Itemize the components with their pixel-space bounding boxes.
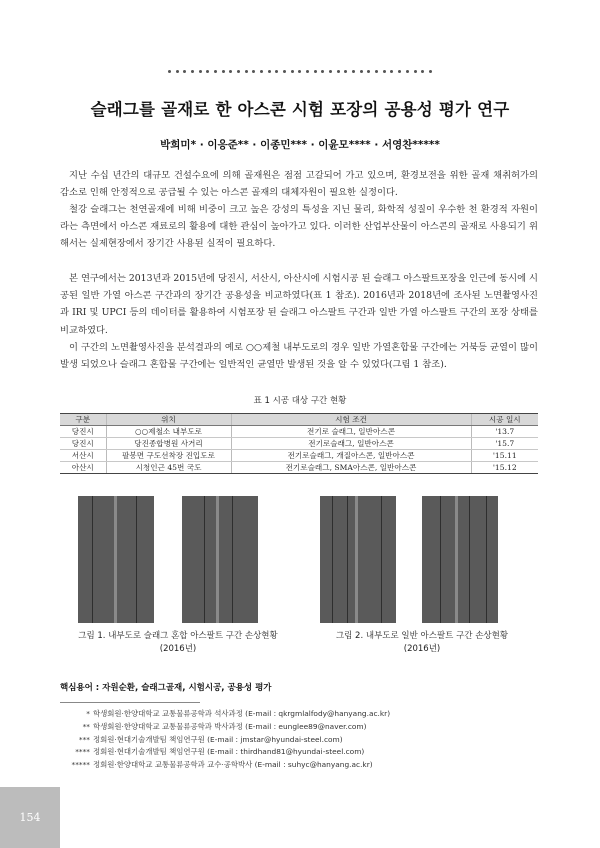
table-row	[60, 450, 538, 462]
table-cell: '15.11	[471, 450, 538, 462]
table-header-cell: 위치	[106, 414, 231, 426]
table-cell: 팔봉면 구도선착장 진입도로	[106, 450, 231, 462]
table-cell: 시청인근 45번 국도	[106, 462, 231, 474]
footnote-text: 학생회원·한양대학교 교통물류공학과 석사과정 (E-mail : qkrgmlalfody@hanyang.ac.kr)	[93, 709, 391, 718]
table-cell: 당진시	[60, 438, 106, 450]
figure-1-caption	[68, 630, 288, 656]
table-cell: 전기로슬래그, SMA아스콘, 일반아스콘	[231, 462, 471, 474]
figure-caption-year: (2016년)	[403, 644, 441, 654]
table-cell: 전기로슬래그, 일반아스콘	[231, 438, 471, 450]
table-header-cell: 시험 조건	[231, 414, 471, 426]
table-cell: '15.7	[471, 438, 538, 450]
footnote-mark: **	[82, 721, 90, 731]
footnote-mark: *	[86, 709, 90, 718]
footnote-divider	[60, 702, 200, 703]
footnote-text: 정회원·현대기술개발팀 책임연구원 (E-mail : jmstar@hyundai-steel.com)	[93, 734, 343, 744]
body-paragraph-2: 철강 슬래그는 천연골재에 비해 비중이 크고 높은 강성의 특성을 지닌 물리, 화학적 성질이 우수한 천 환경적 자원이라는 측면에서 아스콘 재료로의 활용에 대한 관심이 높아가고 있다. 이러한 산업부산물이 아스콘의 골재로 사용되기 위해서는 실제현장에서 장기간 사용된 실적이 필요하다.	[60, 204, 538, 250]
table-row	[60, 462, 538, 474]
footnote	[60, 734, 390, 747]
table-cell: '15.12	[471, 462, 538, 474]
body-paragraph-3: 본 연구에서는 2013년과 2015년에 당진시, 서산시, 아산시에 시험시공 된 슬래그 아스팔트포장을 인근에 동시에 시공된 일반 가열 아스콘 구간과의 장기간 공용성을 비교하였다(표 1 참조). 2016년과 2018년에 조사된 노면촬영사진과 IRI 및 UPCI 등의 데이터를 활용하여 시험포장 된 슬래그 아스팔트 구간과 일반 가열 아스팔트 구간의 포장 상태를 비교하였다.	[60, 273, 538, 336]
table-cell: 전기로슬래그, 개질아스콘, 일반아스콘	[231, 450, 471, 462]
page-number: 154	[0, 787, 60, 848]
table-cell: 서산시	[60, 450, 106, 462]
pavement-photo-general-2	[422, 496, 498, 623]
pavement-photo-slag-1	[78, 496, 154, 623]
pavement-photo-slag-2	[182, 496, 258, 623]
table-cell: 당진종합병원 사거리	[106, 438, 231, 450]
body-paragraph-1: 지난 수십 년간의 대규모 건설수요에 의해 골재원은 점점 고갈되어 가고 있으며, 환경보전을 위한 골재 채취허가의 감소로 인해 안정적으로 공급될 수 있는 아스콘 골재의 대체자원이 필요한 실정이다.	[60, 170, 538, 199]
table-header-cell: 시공 일시	[471, 414, 538, 426]
pavement-photo-general-1	[320, 496, 396, 623]
body-paragraph-4: 이 구간의 노면촬영사진을 분석결과의 예로 ○○제철 내부도로의 경우 일반 가열혼합물 구간에는 거북등 균열이 많이 발생 되었으나 슬래그 혼합물 구간에는 일반적인 균열만 발생된 것을 알 수 있었다(그림 1 참조).	[60, 342, 538, 371]
keywords: 핵심용어 : 자원순환, 슬래그골재, 시험시공, 공용성 평가	[60, 683, 272, 693]
footnote-mark: *****	[71, 760, 90, 770]
table-cell: ○○제철소 내부도로	[106, 426, 231, 438]
table-cell: 당진시	[60, 426, 106, 438]
author-list: 박희미* · 이응준** · 이종민*** · 이윤모**** · 서영찬*****	[160, 139, 440, 151]
footnote-mark: ***	[78, 734, 90, 744]
figure-caption-line: 그림 2. 내부도로 일반 아스팔트 구간 손상현황	[335, 631, 509, 641]
figure-2-caption	[312, 630, 532, 656]
table-caption: 표 1 시공 대상 구간 현황	[253, 396, 347, 406]
footnote	[60, 759, 390, 772]
figure-caption-year: (2016년)	[159, 644, 197, 654]
footnote	[60, 746, 390, 759]
footnote-text: 정회원·현대기술개발팀 책임연구원 (E-mail : thirdhand81@hyundai-steel.com)	[93, 747, 365, 757]
paper-title: 슬래그를 골재로 한 아스콘 시험 포장의 공용성 평가 연구	[90, 100, 510, 119]
table-cell: '13.7	[471, 426, 538, 438]
table-cell: 아산시	[60, 462, 106, 474]
table-header-row	[60, 414, 538, 426]
footnotes	[60, 708, 390, 772]
figure-caption-line: 그림 1. 내부도로 슬래그 혼합 아스팔트 구간 손상현황	[78, 631, 278, 641]
footnote-mark: ****	[75, 747, 90, 757]
footnote-text: 학생회원·한양대학교 교통물류공학과 박사과정 (E-mail : eunglee89@naver.com)	[93, 721, 367, 731]
decorative-dot-rule	[168, 70, 432, 76]
table-header-cell: 구분	[60, 414, 106, 426]
construction-sections-table	[60, 413, 538, 474]
table-row	[60, 426, 538, 438]
footnote	[60, 708, 390, 721]
footnote	[60, 721, 390, 734]
table-cell: 전기로 슬래그, 일반아스콘	[231, 426, 471, 438]
footnote-text: 정회원·한양대학교 교통물류공학과 교수·공학박사 (E-mail : suhyc@hanyang.ac.kr)	[93, 760, 373, 770]
table-row	[60, 438, 538, 450]
